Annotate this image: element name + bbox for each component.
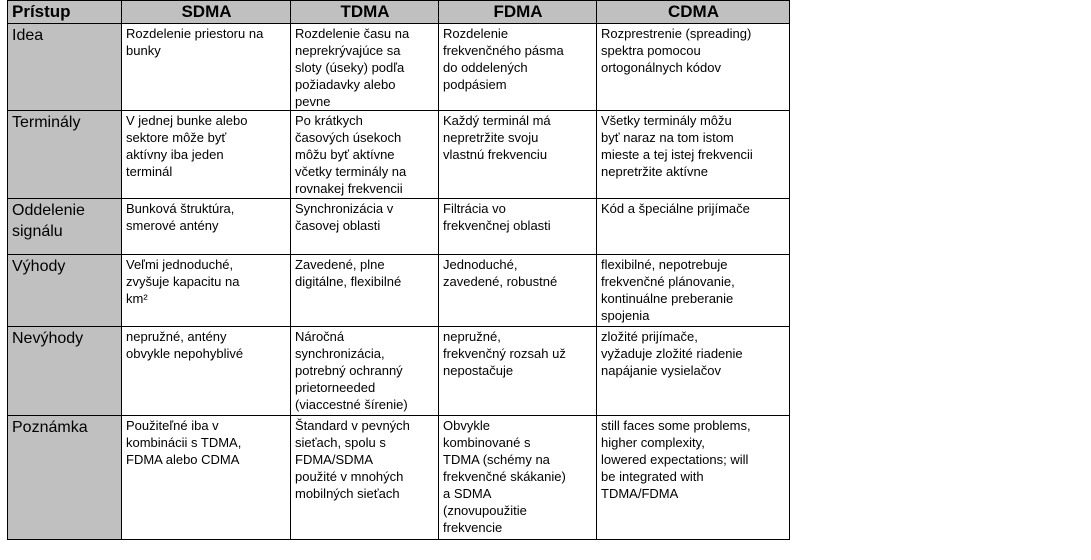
table-cell-sdma: Bunková štruktúra, smerové antény — [122, 199, 291, 255]
table-cell-cdma: zložité prijímače, vyžaduje zložité riadenie napájanie vysielačov — [597, 327, 790, 416]
table-cell-tdma: Po krátkych časových úsekoch môžu byť aktívne včetky terminály na rovnakej frekvencii — [291, 111, 439, 199]
table-body — [8, 24, 790, 540]
table-cell-fdma: Každý terminál má nepretržite svoju vlastnú frekvenciu — [439, 111, 597, 199]
header-cell-pristup: Prístup — [8, 1, 122, 24]
table-cell-cdma: flexibilné, nepotrebuje frekvenčné plánovanie, kontinuálne preberanie spojenia — [597, 255, 790, 327]
table-cell-tdma: Zavedené, plne digitálne, flexibilné — [291, 255, 439, 327]
table-cell-sdma: Veľmi jednoduché, zvyšuje kapacitu na km² — [122, 255, 291, 327]
table-cell-cdma: Všetky terminály môžu byť naraz na tom istom mieste a tej istej frekvencii nepretržite aktívne — [597, 111, 790, 199]
row-label: Terminály — [8, 111, 122, 199]
comparison-table — [7, 0, 790, 540]
table-row-oddelenie-signalu — [8, 199, 790, 255]
header-cell-fdma: FDMA — [439, 1, 597, 24]
table-row-idea — [8, 24, 790, 111]
table-row-terminaly — [8, 111, 790, 199]
table-row-poznamka — [8, 416, 790, 540]
table-cell-tdma: Synchronizácia v časovej oblasti — [291, 199, 439, 255]
header-cell-cdma: CDMA — [597, 1, 790, 24]
row-label: Oddelenie signálu — [8, 199, 122, 255]
table-cell-fdma: Filtrácia vo frekvenčnej oblasti — [439, 199, 597, 255]
table-cell-cdma: Kód a špeciálne prijímače — [597, 199, 790, 255]
header-cell-sdma: SDMA — [122, 1, 291, 24]
table-cell-sdma: Rozdelenie priestoru na bunky — [122, 24, 291, 111]
table-cell-tdma: Rozdelenie času na neprekrývajúce sa sloty (úseky) podľa požiadavky alebo pevne — [291, 24, 439, 111]
table-cell-sdma: nepružné, antény obvykle nepohyblivé — [122, 327, 291, 416]
header-row — [8, 1, 790, 24]
table-cell-fdma: Jednoduché, zavedené, robustné — [439, 255, 597, 327]
table-cell-fdma: nepružné, frekvenčný rozsah už nepostačuje — [439, 327, 597, 416]
row-label: Poznámka — [8, 416, 122, 540]
table-row-vyhody — [8, 255, 790, 327]
table-cell-tdma: Náročná synchronizácia, potrebný ochranný prietorneeded (viaccestné šírenie) — [291, 327, 439, 416]
table-row-nevyhody — [8, 327, 790, 416]
table-cell-cdma: still faces some problems, higher complexity, lowered expectations; will be integrated with TDMA/FDMA — [597, 416, 790, 540]
table-header — [8, 1, 790, 24]
table-cell-fdma: Obvykle kombinované s TDMA (schémy na frekvenčné skákanie) a SDMA (znovupoužitie frekvencie — [439, 416, 597, 540]
header-cell-tdma: TDMA — [291, 1, 439, 24]
row-label: Idea — [8, 24, 122, 111]
row-label: Nevýhody — [8, 327, 122, 416]
row-label: Výhody — [8, 255, 122, 327]
table-cell-tdma: Štandard v pevných sieťach, spolu s FDMA/SDMA použité v mnohých mobilných sieťach — [291, 416, 439, 540]
table-cell-fdma: Rozdelenie frekvenčného pásma do oddelených podpásiem — [439, 24, 597, 111]
table-cell-cdma: Rozprestrenie (spreading) spektra pomocou ortogonálnych kódov — [597, 24, 790, 111]
table-cell-sdma: V jednej bunke alebo sektore môže byť aktívny iba jeden terminál — [122, 111, 291, 199]
table-cell-sdma: Použiteľné iba v kombinácii s TDMA, FDMA alebo CDMA — [122, 416, 291, 540]
